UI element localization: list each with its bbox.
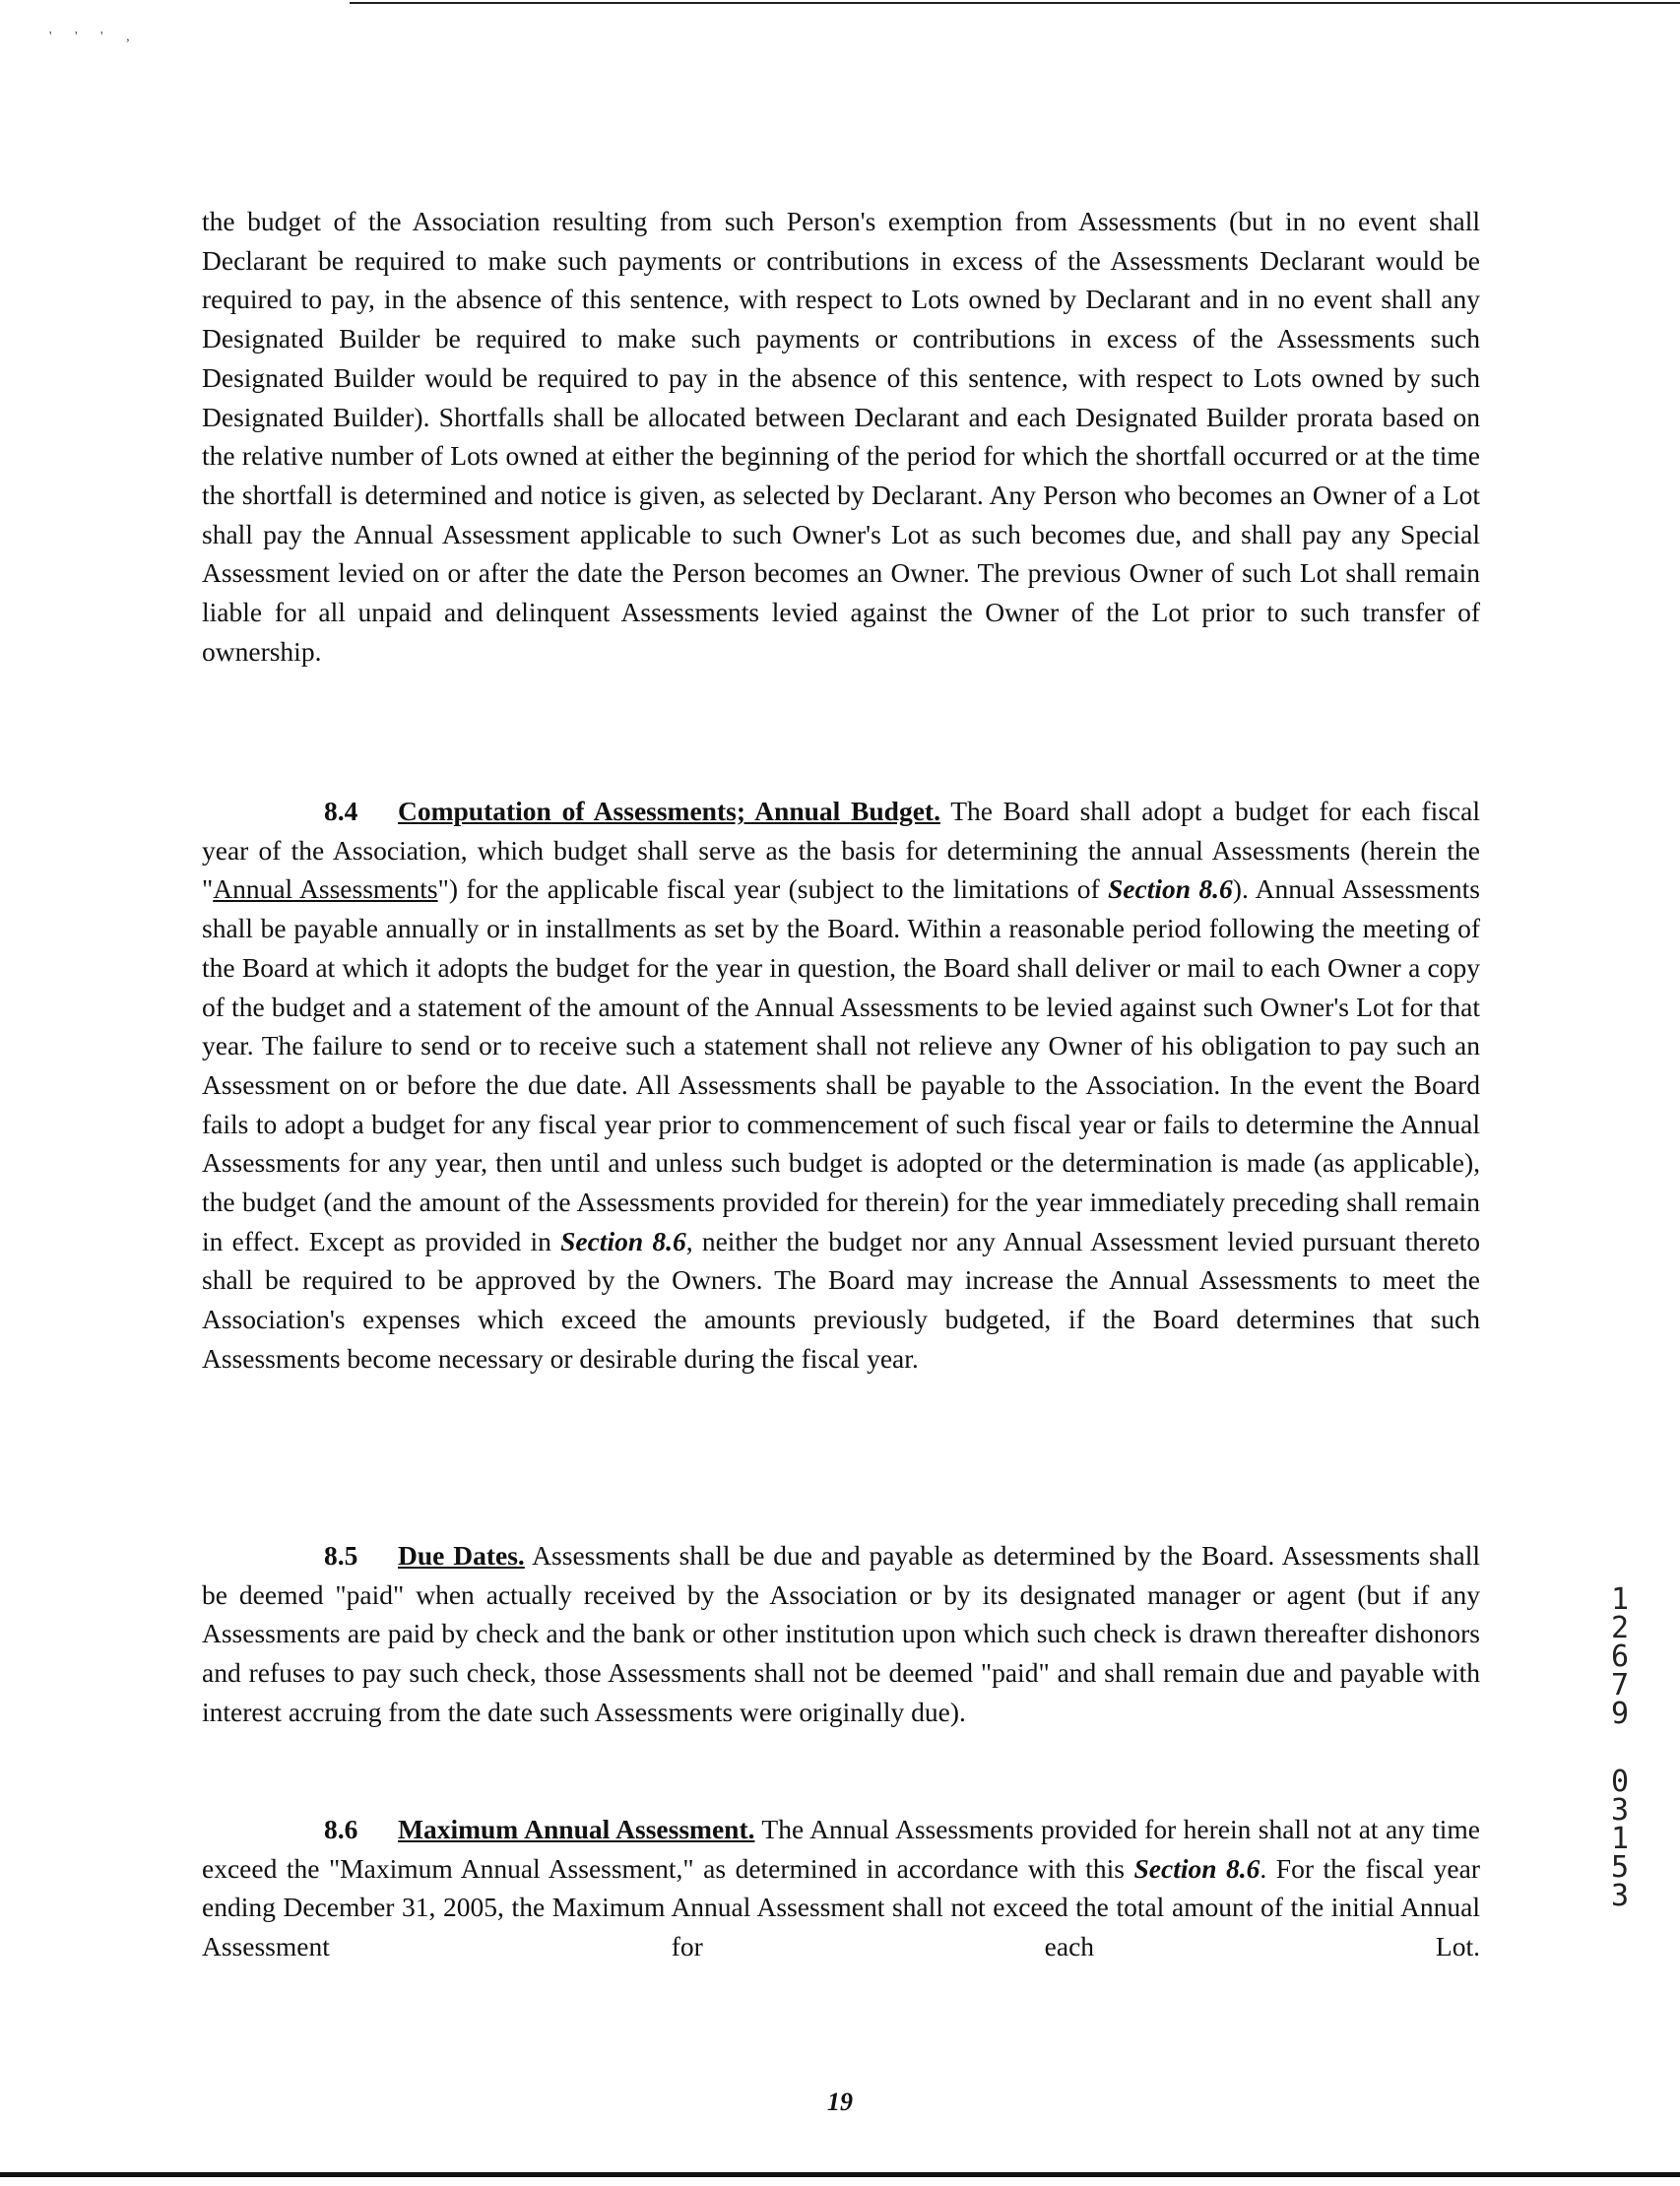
section-text: , neither the budget nor any Annual Assessment levied pursuant thereto shall be required to be approved by the Owners. The Board may increase the Annual Assessments to meet the Association's expenses which exceed the amounts previously budgeted, if the Board determines that such Assessments become necessary or desirable during the fiscal year. <box>202 1225 1481 1374</box>
stamp-digit: 7 <box>1610 1668 1630 1703</box>
stamp-digit: 9 <box>1610 1697 1630 1731</box>
defined-term: Annual Assessments <box>213 873 438 905</box>
section-number: 8.6 <box>324 1814 358 1844</box>
stamp-digit: 1 <box>1610 1822 1630 1856</box>
section-text: ). Annual Assessments shall be payable annually or in installments as set by the Board. Within a reasonable period following the meeting of the Board at which it adopts the budget for the year in question, the Board shall deliver or mail to each Owner a copy of the budget and a statement of the amount of the Annual Assessments to be levied against such Owner's Lot for that year. The failure to send or to receive such a statement shall not relieve any Owner of his obligation to pay such an Assessment on or before the due date. All Assessments shall be payable to the Association. In the event the Board fails to adopt a budget for any fiscal year prior to commencement of such fiscal year or fails to determine the Annual Assessments for any year, then until and unless such budget is adopted or the determination is made (as applicable), the budget (and the amount of the Assessments provided for therein) for the year immediately preceding shall remain in effect. Except as provided in <box>202 873 1481 1256</box>
top-scan-border <box>350 2 1680 4</box>
bottom-scan-border <box>0 2172 1680 2177</box>
section-text: Assessments shall be due and payable as determined by the Board. Assessments shall be deemed "paid" when actually received by the Association or by its designated manager or agent (but if any Assessments are paid by check and the bank or other institution upon which such check is drawn thereafter dishonors and refuses to pay such check, those Assessments shall not be deemed "paid" and shall remain due and payable with interest accruing from the date such Assessments were originally due). <box>202 1540 1480 1727</box>
section-reference: Section 8.6 <box>1108 873 1233 905</box>
section-heading: Computation of Assessments; Annual Budget. <box>398 796 940 826</box>
stamp-digit: 3 <box>1610 1879 1630 1913</box>
section-heading: Maximum Annual Assessment. <box>398 1814 755 1844</box>
page-number: 19 <box>827 2088 853 2116</box>
section-8-6 <box>202 1810 1480 1966</box>
section-text: . For the fiscal year ending December 31, 2005, the Maximum Annual Assessment shall not exceed the total amount of the initial Annual Assessment for each Lot. <box>202 1852 1480 1962</box>
section-8-5 <box>202 1536 1480 1732</box>
section-8-4 <box>202 792 1480 1379</box>
paragraph-continuation: the budget of the Association resulting from such Person's exemption from Assessments (but in no event shall Declarant be required to make such payments or contributions in excess of the Assessments Declarant would be required to pay, in the absence of this sentence, with respect to Lots owned by Declarant and in no event shall any Designated Builder be required to make such payments or contributions in excess of the Assessments such Designated Builder would be required to pay in the absence of this sentence, with respect to Lots owned by such Designated Builder). Shortfalls shall be allocated between Declarant and each Designated Builder prorata based on the relative number of Lots owned at either the beginning of the period for which the shortfall occurred or at the time the shortfall is determined and notice is given, as selected by Declarant. Any Person who becomes an Owner of a Lot shall pay the Annual Assessment applicable to such Owner's Lot as such becomes due, and shall pay any Special Assessment levied on or after the date the Person becomes an Owner. The previous Owner of such Lot shall remain liable for all unpaid and delinquent Assessments levied against the Owner of the Lot prior to such transfer of ownership. <box>202 206 1480 667</box>
stamp-digit: 0 <box>1610 1765 1630 1799</box>
section-number: 8.4 <box>324 796 358 826</box>
stamp-digit: 3 <box>1610 1793 1630 1828</box>
section-reference: Section 8.6 <box>560 1225 686 1256</box>
scan-specks: ' ' ' , <box>49 30 140 44</box>
stamp-digit: 1 <box>1610 1582 1630 1617</box>
section-text: The Annual Assessments provided for herein shall not at any time exceed the "Maximum Annual Assessment," as determined in accordance with this <box>202 1814 1480 1884</box>
section-number: 8.5 <box>324 1540 358 1571</box>
section-text: The Board shall adopt a budget for each fiscal year of the Association, which budget shall serve as the basis for determining the annual Assessments (herein the " <box>202 796 1480 905</box>
recording-stamp <box>1605 1582 1635 1913</box>
stamp-digit: 5 <box>1610 1850 1630 1885</box>
section-heading: Due Dates. <box>398 1540 525 1571</box>
section-reference: Section 8.6 <box>1133 1852 1260 1884</box>
stamp-digit: 2 <box>1610 1611 1630 1645</box>
stamp-digit: 6 <box>1610 1640 1630 1674</box>
section-text: ") for the applicable fiscal year (subject to the limitations of <box>437 873 1109 905</box>
